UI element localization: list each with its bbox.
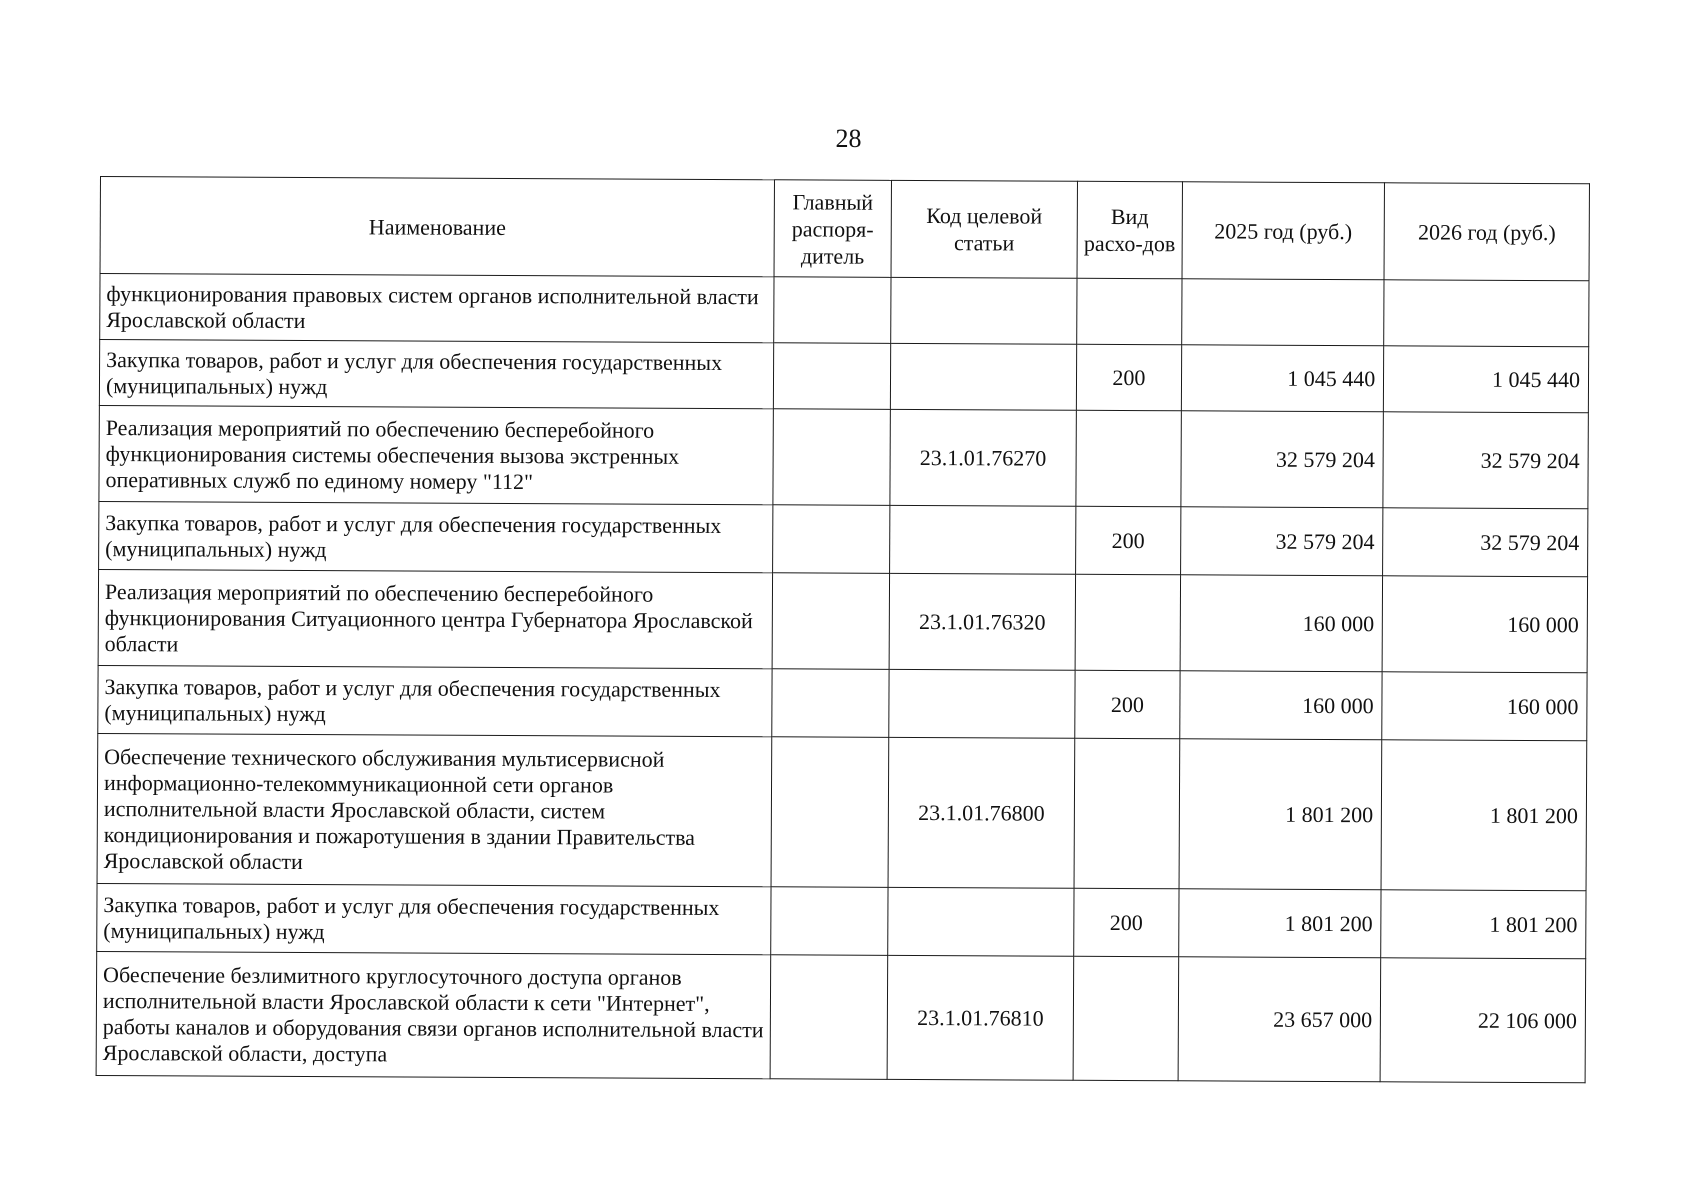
cell-csr — [887, 887, 1074, 956]
cell-2026: 1 045 440 — [1384, 346, 1589, 413]
budget-table — [96, 176, 1590, 1083]
cell-vr — [1074, 738, 1179, 889]
cell-name: Закупка товаров, работ и услуг для обеспечения государственных (муниципальных) нужд — [97, 883, 772, 954]
cell-grbs — [774, 277, 891, 344]
cell-name: Закупка товаров, работ и услуг для обеспечения государственных (муниципальных) нужд — [99, 340, 774, 409]
table-row — [98, 665, 1587, 740]
cell-csr: 23.1.01.76810 — [887, 955, 1074, 1080]
cell-name: Реализация мероприятий по обеспечению бесперебойного функционирования Ситуационного центра Губернатора Ярославской области — [98, 569, 773, 668]
header-2025: 2025 год (руб.) — [1182, 182, 1385, 280]
cell-name: Закупка товаров, работ и услуг для обеспечения государственных (муниципальных) нужд — [99, 501, 774, 572]
cell-name: Обеспечение безлимитного круглосуточного доступа органов исполнительной власти Ярославской области к сети "Интернет", работы каналов и оборудования связи органов исполнительной власти Ярославской области, доступа — [96, 951, 771, 1078]
header-name: Наименование — [100, 177, 775, 277]
cell-name: Закупка товаров, работ и услуг для обеспечения государственных (муниципальных) нужд — [98, 665, 773, 736]
cell-vr: 200 — [1075, 670, 1180, 739]
cell-vr — [1075, 574, 1180, 671]
cell-vr — [1073, 956, 1178, 1081]
cell-2026: 32 579 204 — [1383, 508, 1588, 577]
cell-csr — [890, 277, 1077, 344]
cell-2025: 1 045 440 — [1181, 345, 1384, 412]
cell-2025: 32 579 204 — [1181, 411, 1384, 508]
cell-2025: 1 801 200 — [1179, 739, 1382, 890]
cell-grbs — [771, 737, 888, 888]
cell-grbs — [773, 409, 890, 506]
cell-csr: 23.1.01.76800 — [888, 737, 1075, 888]
cell-vr — [1076, 410, 1181, 507]
cell-grbs — [772, 573, 889, 670]
table-row — [100, 274, 1589, 347]
cell-name: функционирования правовых систем органов исполнительной власти Ярославской области — [100, 274, 775, 343]
cell-2026: 160 000 — [1382, 576, 1587, 673]
header-csr: Код целевой статьи — [891, 180, 1078, 278]
cell-grbs — [770, 955, 887, 1080]
cell-csr — [889, 505, 1076, 574]
table-row — [96, 951, 1586, 1082]
cell-csr — [890, 343, 1077, 410]
table-header — [100, 177, 1589, 281]
table-row — [97, 883, 1586, 958]
table-row — [97, 733, 1587, 890]
cell-2026: 1 801 200 — [1381, 740, 1586, 891]
table-row — [99, 340, 1588, 413]
cell-2026: 32 579 204 — [1383, 412, 1588, 509]
cell-name: Реализация мероприятий по обеспечению бесперебойного функционирования системы обеспечения вызова экстренных оперативных служб по единому номеру "112" — [99, 405, 774, 504]
cell-2025: 23 657 000 — [1178, 957, 1381, 1082]
cell-grbs — [774, 343, 891, 410]
header-vr: Вид расхо-дов — [1077, 181, 1182, 279]
cell-name: Обеспечение технического обслуживания мультисервисной информационно-телекоммуникационной сети органов исполнительной власти Ярославской области, систем кондиционирования и пожаротушения в здании Правительства Ярославской области — [97, 733, 772, 886]
cell-vr: 200 — [1076, 506, 1181, 575]
cell-2026 — [1384, 280, 1589, 347]
cell-2025: 1 801 200 — [1178, 889, 1381, 958]
table-row — [98, 569, 1587, 672]
table-row — [99, 405, 1588, 508]
header-grbs: Главный распоря-дитель — [774, 180, 891, 278]
cell-csr: 23.1.01.76320 — [889, 573, 1076, 670]
cell-vr — [1077, 278, 1182, 345]
cell-csr: 23.1.01.76270 — [890, 409, 1077, 506]
header-row — [100, 177, 1589, 281]
cell-2026: 22 106 000 — [1380, 958, 1585, 1083]
cell-grbs — [772, 669, 889, 738]
cell-grbs — [773, 505, 890, 574]
cell-csr — [888, 669, 1075, 738]
table-body — [96, 274, 1589, 1083]
cell-2026: 160 000 — [1382, 672, 1587, 741]
cell-grbs — [771, 887, 888, 956]
cell-2026: 1 801 200 — [1381, 890, 1586, 959]
cell-2025: 160 000 — [1179, 671, 1382, 740]
table-row — [99, 501, 1588, 576]
cell-vr: 200 — [1074, 888, 1179, 957]
cell-2025 — [1181, 279, 1384, 346]
cell-2025: 160 000 — [1180, 575, 1383, 672]
page-number: 28 — [835, 124, 862, 153]
cell-2025: 32 579 204 — [1180, 507, 1383, 576]
header-2026: 2026 год (руб.) — [1384, 183, 1589, 281]
cell-vr: 200 — [1077, 344, 1182, 411]
